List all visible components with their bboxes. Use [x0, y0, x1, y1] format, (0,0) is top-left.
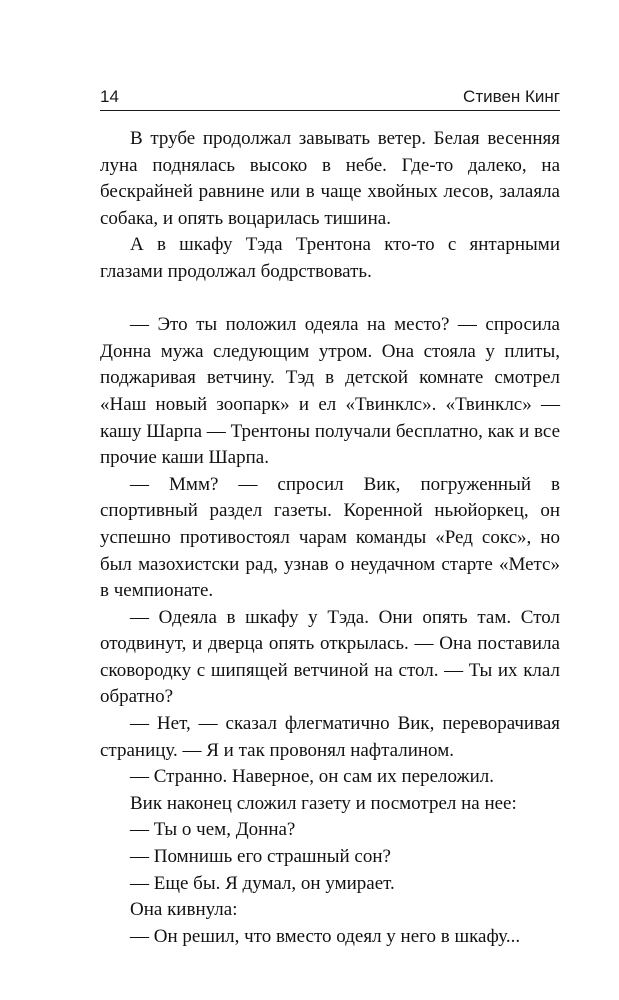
running-head [100, 86, 560, 110]
paragraph: — Нет, — сказал флегматично Вик, переворачивая страницу. — Я и так провонял нафталином. [100, 713, 560, 761]
paragraph: Вик наконец сложил газету и посмотрел на нее: [130, 792, 517, 814]
paragraph: — Помнишь его страшный сон? [130, 846, 391, 868]
header-rule [100, 110, 560, 111]
paragraph: — Еще бы. Я думал, он умирает. [130, 872, 395, 894]
body-text [100, 126, 560, 950]
paragraph: — Странно. Наверное, он сам их переложил. [130, 766, 495, 788]
paragraph: — Ты о чем, Донна? [130, 819, 296, 841]
section-break [100, 286, 560, 313]
paragraph: А в шкафу Тэда Трентона кто-то с янтарными глазами продолжал бодрствовать. [100, 234, 560, 282]
page-number: 14 [100, 87, 119, 106]
paragraph: — Он решил, что вместо одеял у него в шкафу... [130, 925, 521, 947]
paragraph: Она кивнула: [130, 899, 238, 921]
paragraph: В трубе продолжал завывать ветер. Белая весенняя луна поднялась высоко в небе. Где-то далеко, на бескрайней равнине или в чаще хвойных лесов, залаяла собака, и опять воцарилась тишина. [100, 128, 560, 229]
running-title-author: Стивен Кинг [463, 87, 560, 106]
paragraph: — Одеяла в шкафу у Тэда. Они опять там. Стол отодвинут, и дверца опять открылась. — Она поставила сковородку с шипящей ветчиной на стол. — Ты их клал обратно? [100, 606, 560, 708]
paragraph: — Это ты положил одеяла на место? — спросила Донна мужа следующим утром. Она стояла у плиты, поджаривая ветчину. Тэд в детской комнате смотрел «Наш новый зоопарк» и ел «Твинклс». «Твинклс» — кашу Шарпа — Трентоны получали бесплатно, как и все прочие каши Шарпа. [100, 314, 560, 469]
paragraph: — Ммм? — спросил Вик, погруженный в спортивный раздел газеты. Коренной ньюйоркец, он успешно противостоял чарам команды «Ред сокс», но был мазохистски рад, узнав о неудачном старте «Метс» в чемпионате. [100, 473, 560, 602]
